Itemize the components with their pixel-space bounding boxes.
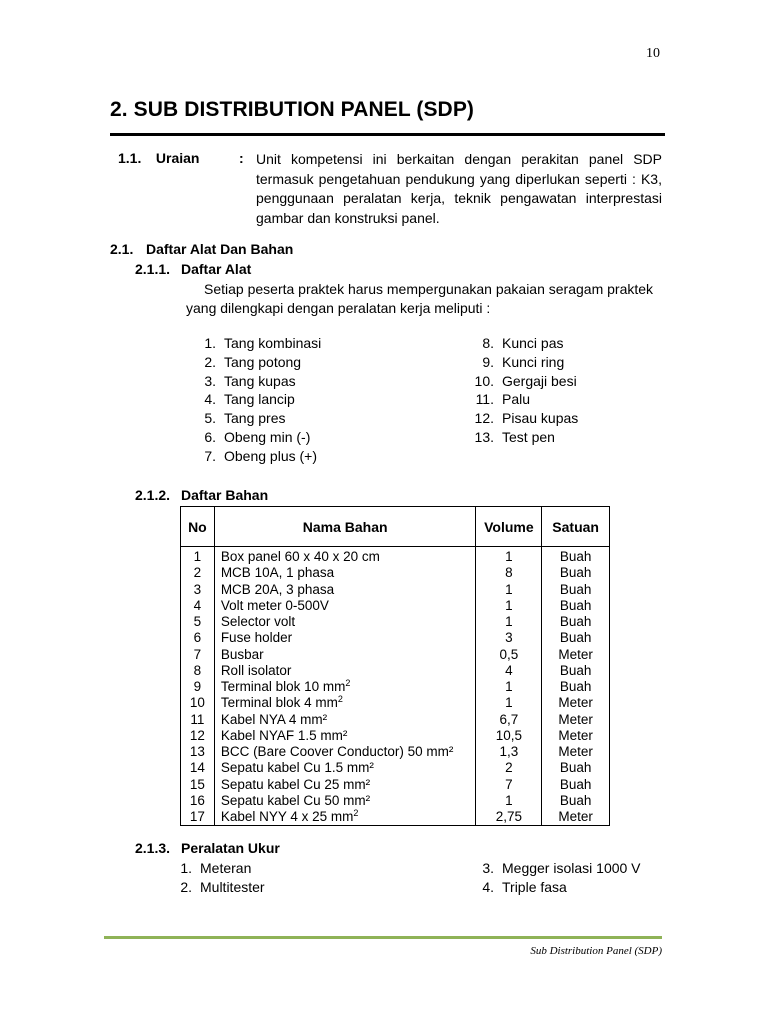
list-item-number: 4. xyxy=(204,391,216,408)
list-item-label: Tang kombinasi xyxy=(224,335,322,351)
cell-nama-bahan xyxy=(214,793,476,809)
heading-daftar-bahan xyxy=(135,487,268,503)
cell-no-text: 15 xyxy=(189,776,205,792)
list-item-label: Meteran xyxy=(200,860,252,876)
cell-nama-bahan-text: Volt meter 0-500V xyxy=(220,597,329,613)
cell-nama-bahan-text: Terminal blok 4 mm xyxy=(220,695,338,711)
cell-volume xyxy=(476,728,542,744)
cell-volume-text: 1 xyxy=(505,695,513,711)
footer-text: Sub Distribution Panel (SDP) xyxy=(530,945,662,957)
heading-number: 2.1. xyxy=(110,241,134,257)
list-item xyxy=(470,335,578,354)
cell-satuan-text: Buah xyxy=(559,776,592,792)
cell-nama-bahan-text: Kabel NYY 4 x 25 mm xyxy=(220,809,354,825)
superscript: 2 xyxy=(345,678,351,689)
cell-satuan xyxy=(542,695,610,711)
table-row xyxy=(181,744,610,760)
list-item xyxy=(192,373,321,392)
cell-nama-bahan-text: Roll isolator xyxy=(220,662,292,678)
heading-number: 2.1.2. xyxy=(135,487,171,503)
list-item-label: Tang potong xyxy=(224,353,302,370)
heading-daftar-alat-dan-bahan xyxy=(110,241,293,257)
cell-satuan xyxy=(542,777,610,793)
cell-nama-bahan-text: MCB 10A, 1 phasa xyxy=(220,565,335,581)
cell-satuan xyxy=(542,547,610,566)
cell-no-text: 5 xyxy=(193,614,202,630)
list-item xyxy=(470,860,641,879)
cell-volume-text: 7 xyxy=(505,776,513,792)
cell-volume-text: 1 xyxy=(505,792,513,808)
cell-no-text: 6 xyxy=(193,630,202,646)
cell-volume xyxy=(476,712,542,728)
footer-divider xyxy=(104,936,662,939)
cell-volume-text: 2 xyxy=(505,760,513,776)
list-item-label: Kunci pas xyxy=(502,335,564,351)
cell-volume xyxy=(476,809,542,826)
cell-volume xyxy=(476,614,542,630)
bahan-table xyxy=(180,506,610,826)
heading-text: Daftar Alat xyxy=(181,261,252,277)
list-item xyxy=(470,429,578,448)
cell-no-text: 11 xyxy=(190,711,205,727)
cell-volume xyxy=(476,744,542,760)
cell-no xyxy=(181,760,215,776)
list-item-label: Tang lancip xyxy=(224,391,295,408)
cell-satuan-text: Buah xyxy=(559,662,592,678)
list-item-number: 3. xyxy=(204,372,216,389)
cell-volume xyxy=(476,547,542,566)
cell-satuan-text: Buah xyxy=(559,614,592,630)
cell-nama-bahan xyxy=(214,728,476,744)
cell-no xyxy=(181,728,215,744)
cell-volume-text: 6,7 xyxy=(499,711,519,727)
cell-satuan xyxy=(542,728,610,744)
heading-text: Peralatan Ukur xyxy=(181,840,280,856)
cell-no xyxy=(181,630,215,646)
cell-no-text: 1 xyxy=(193,549,202,565)
cell-no-text: 10 xyxy=(189,695,205,711)
ukur-list-left xyxy=(168,860,265,898)
cell-nama-bahan xyxy=(214,630,476,646)
cell-nama-bahan xyxy=(214,614,476,630)
tools-list-right xyxy=(470,335,578,448)
cell-satuan xyxy=(542,647,610,663)
cell-nama-bahan xyxy=(214,647,476,663)
page-number: 10 xyxy=(646,46,660,61)
list-item xyxy=(470,879,641,898)
cell-nama-bahan-text: Kabel NYAF 1.5 mm² xyxy=(220,727,348,743)
cell-satuan-text: Meter xyxy=(558,695,593,711)
tools-list-left xyxy=(192,335,321,467)
cell-volume-text: 1 xyxy=(505,549,513,565)
table-row xyxy=(181,695,610,711)
list-item-number: 6. xyxy=(204,428,216,445)
cell-volume-text: 1 xyxy=(505,614,513,630)
heading-daftar-alat xyxy=(135,261,251,277)
heading-number: 2.1.3. xyxy=(135,840,171,856)
list-item xyxy=(192,335,321,354)
cell-no xyxy=(181,695,215,711)
list-item-number: 5. xyxy=(204,410,216,427)
list-item-number: 13. xyxy=(474,428,494,445)
cell-no-text: 4 xyxy=(193,597,202,613)
cell-satuan-text: Buah xyxy=(559,760,592,776)
cell-no xyxy=(181,809,215,826)
cell-volume xyxy=(476,582,542,598)
list-item-number: 11. xyxy=(475,391,494,408)
list-item-label: Kunci ring xyxy=(502,353,565,370)
list-item-number: 12. xyxy=(474,410,494,427)
ukur-list-right xyxy=(470,860,641,898)
table-row xyxy=(181,760,610,776)
heading-text: Daftar Bahan xyxy=(181,487,269,503)
cell-no xyxy=(181,744,215,760)
table-row xyxy=(181,565,610,581)
cell-volume xyxy=(476,598,542,614)
cell-nama-bahan xyxy=(214,547,476,566)
cell-satuan xyxy=(542,744,610,760)
cell-nama-bahan xyxy=(214,695,476,711)
cell-volume-text: 3 xyxy=(505,630,513,646)
daftar-alat-paragraph xyxy=(186,280,666,318)
cell-volume-text: 0,5 xyxy=(499,646,519,662)
list-item-label: Triple fasa xyxy=(502,878,567,895)
cell-nama-bahan-text: Sepatu kabel Cu 25 mm² xyxy=(220,776,371,792)
page-title: 2. SUB DISTRIBUTION PANEL (SDP) xyxy=(110,98,475,121)
table-row xyxy=(181,614,610,630)
list-item-label: Test pen xyxy=(502,428,555,445)
list-item xyxy=(168,879,265,898)
cell-nama-bahan xyxy=(214,679,476,695)
cell-no-text: 16 xyxy=(189,792,205,808)
heading-number: 2.1.1. xyxy=(135,261,171,277)
table-row xyxy=(181,547,610,566)
cell-no-text: 8 xyxy=(193,662,202,678)
cell-nama-bahan-text: Sepatu kabel Cu 1.5 mm² xyxy=(220,760,374,776)
cell-nama-bahan xyxy=(214,565,476,581)
table-row xyxy=(181,663,610,679)
cell-nama-bahan-text: Sepatu kabel Cu 50 mm² xyxy=(220,792,371,808)
cell-satuan-text: Buah xyxy=(559,679,592,695)
column-header-volume: Volume xyxy=(476,507,542,547)
cell-no xyxy=(181,663,215,679)
cell-satuan xyxy=(542,630,610,646)
list-item xyxy=(192,354,321,373)
cell-satuan xyxy=(542,582,610,598)
table-row xyxy=(181,777,610,793)
cell-satuan-text: Buah xyxy=(559,630,592,646)
cell-no-text: 17 xyxy=(189,809,205,825)
cell-no xyxy=(181,679,215,695)
list-item-label: Tang kupas xyxy=(224,372,296,389)
list-item-number: 1. xyxy=(180,860,192,876)
cell-nama-bahan-text: MCB 20A, 3 phasa xyxy=(220,581,335,597)
cell-volume xyxy=(476,663,542,679)
table-row xyxy=(181,809,610,826)
cell-satuan-text: Buah xyxy=(559,565,592,581)
cell-no xyxy=(181,582,215,598)
cell-satuan xyxy=(542,809,610,826)
cell-no xyxy=(181,793,215,809)
list-item-number: 8. xyxy=(482,335,494,351)
cell-volume-text: 4 xyxy=(505,662,513,678)
list-item-label: Gergaji besi xyxy=(502,372,577,389)
cell-volume xyxy=(476,565,542,581)
list-item xyxy=(470,354,578,373)
cell-satuan xyxy=(542,565,610,581)
cell-volume-text: 10,5 xyxy=(495,727,522,743)
cell-satuan-text: Meter xyxy=(558,711,593,727)
cell-satuan-text: Meter xyxy=(558,744,593,760)
list-item-number: 4. xyxy=(482,878,494,895)
cell-volume xyxy=(476,695,542,711)
cell-satuan xyxy=(542,598,610,614)
cell-no-text: 13 xyxy=(189,744,205,760)
cell-nama-bahan xyxy=(214,712,476,728)
cell-volume-text: 1 xyxy=(505,597,513,613)
cell-satuan-text: Buah xyxy=(559,581,592,597)
heading-text: Daftar Alat Dan Bahan xyxy=(146,241,294,257)
list-item-number: 2. xyxy=(180,878,192,895)
list-item-label: Tang pres xyxy=(224,410,286,427)
cell-no xyxy=(181,777,215,793)
cell-satuan xyxy=(542,679,610,695)
heading-peralatan-ukur xyxy=(135,840,280,856)
cell-nama-bahan-text: Terminal blok 10 mm xyxy=(220,679,346,695)
table-row xyxy=(181,793,610,809)
table-row xyxy=(181,630,610,646)
cell-satuan-text: Meter xyxy=(558,727,593,743)
list-item-number: 3. xyxy=(482,860,494,876)
column-header-nama-bahan: Nama Bahan xyxy=(214,507,476,547)
cell-volume xyxy=(476,630,542,646)
cell-no xyxy=(181,598,215,614)
cell-volume xyxy=(476,793,542,809)
cell-satuan-text: Buah xyxy=(559,597,592,613)
cell-nama-bahan xyxy=(214,744,476,760)
table-row xyxy=(181,679,610,695)
list-item-number: 7. xyxy=(204,447,216,464)
cell-volume xyxy=(476,777,542,793)
table-row xyxy=(181,712,610,728)
uraian-title: Uraian xyxy=(155,150,200,166)
paragraph-line: yang dilengkapi dengan peralatan kerja meliputi : xyxy=(186,300,491,316)
cell-nama-bahan xyxy=(214,598,476,614)
title-divider xyxy=(110,133,665,136)
cell-no xyxy=(181,565,215,581)
table-header-row xyxy=(181,507,610,547)
list-item-label: Megger isolasi 1000 V xyxy=(502,860,641,876)
cell-no xyxy=(181,547,215,566)
cell-satuan-text: Buah xyxy=(559,549,592,565)
uraian-number: 1.1. xyxy=(118,150,142,166)
list-item-number: 2. xyxy=(204,353,216,370)
cell-no xyxy=(181,614,215,630)
paragraph-line: Setiap peserta praktek harus mempergunakan pakaian seragam praktek xyxy=(204,281,654,297)
cell-no-text: 12 xyxy=(189,727,205,743)
superscript: 2 xyxy=(353,808,359,819)
list-item-label: Obeng min (-) xyxy=(224,428,311,445)
list-item xyxy=(192,410,321,429)
cell-nama-bahan-text: Busbar xyxy=(220,646,264,662)
cell-nama-bahan-text: Kabel NYA 4 mm² xyxy=(220,711,328,727)
cell-volume-text: 1 xyxy=(505,581,513,597)
cell-no xyxy=(181,712,215,728)
column-header-no: No xyxy=(181,507,215,547)
cell-nama-bahan xyxy=(214,809,476,826)
cell-no-text: 9 xyxy=(193,679,202,695)
cell-no-text: 2 xyxy=(193,565,202,581)
cell-volume-text: 1,3 xyxy=(499,744,519,760)
list-item-number: 10. xyxy=(474,372,494,389)
cell-satuan-text: Meter xyxy=(558,646,593,662)
uraian-text: Unit kompetensi ini berkaitan dengan perakitan panel SDP termasuk pengetahuan pendukung yang diperlukan seperti : K3, penggunaan peralatan kerja, teknik pengawatan interprestasi gambar dan konstruksi panel. xyxy=(256,151,662,226)
table-row xyxy=(181,728,610,744)
cell-nama-bahan-text: Box panel 60 x 40 x 20 cm xyxy=(220,549,380,565)
table-row xyxy=(181,598,610,614)
cell-volume xyxy=(476,679,542,695)
cell-nama-bahan xyxy=(214,582,476,598)
superscript: 2 xyxy=(337,694,343,705)
list-item-number: 9. xyxy=(482,353,494,370)
list-item xyxy=(168,860,265,879)
cell-satuan-text: Meter xyxy=(558,809,593,825)
table-row xyxy=(181,582,610,598)
list-item xyxy=(470,373,578,392)
list-item xyxy=(192,391,321,410)
cell-nama-bahan xyxy=(214,777,476,793)
cell-no xyxy=(181,647,215,663)
cell-satuan xyxy=(542,712,610,728)
cell-satuan-text: Buah xyxy=(559,792,592,808)
cell-satuan xyxy=(542,760,610,776)
cell-satuan xyxy=(542,793,610,809)
column-header-satuan: Satuan xyxy=(542,507,610,547)
cell-volume-text: 8 xyxy=(505,565,513,581)
cell-volume xyxy=(476,760,542,776)
list-item-number: 1. xyxy=(204,335,216,351)
cell-satuan xyxy=(542,663,610,679)
list-item-label: Obeng plus (+) xyxy=(224,447,317,464)
cell-volume xyxy=(476,647,542,663)
cell-no-text: 7 xyxy=(193,646,202,662)
cell-satuan xyxy=(542,614,610,630)
table-row xyxy=(181,647,610,663)
cell-no-text: 14 xyxy=(189,760,205,776)
cell-nama-bahan xyxy=(214,663,476,679)
list-item xyxy=(470,410,578,429)
cell-nama-bahan-text: Selector volt xyxy=(220,614,296,630)
list-item-label: Pisau kupas xyxy=(502,410,579,427)
cell-nama-bahan xyxy=(214,760,476,776)
list-item-label: Palu xyxy=(502,391,531,408)
list-item xyxy=(192,448,321,467)
list-item xyxy=(470,391,578,410)
list-item-label: Multitester xyxy=(200,878,265,895)
cell-no-text: 3 xyxy=(193,581,202,597)
cell-volume-text: 1 xyxy=(505,679,513,695)
uraian-label xyxy=(118,150,199,166)
cell-nama-bahan-text: Fuse holder xyxy=(220,630,293,646)
list-item xyxy=(192,429,321,448)
cell-volume-text: 2,75 xyxy=(495,809,522,825)
cell-nama-bahan-text: BCC (Bare Coover Conductor) 50 mm² xyxy=(220,744,454,760)
uraian-colon: : xyxy=(239,150,244,166)
